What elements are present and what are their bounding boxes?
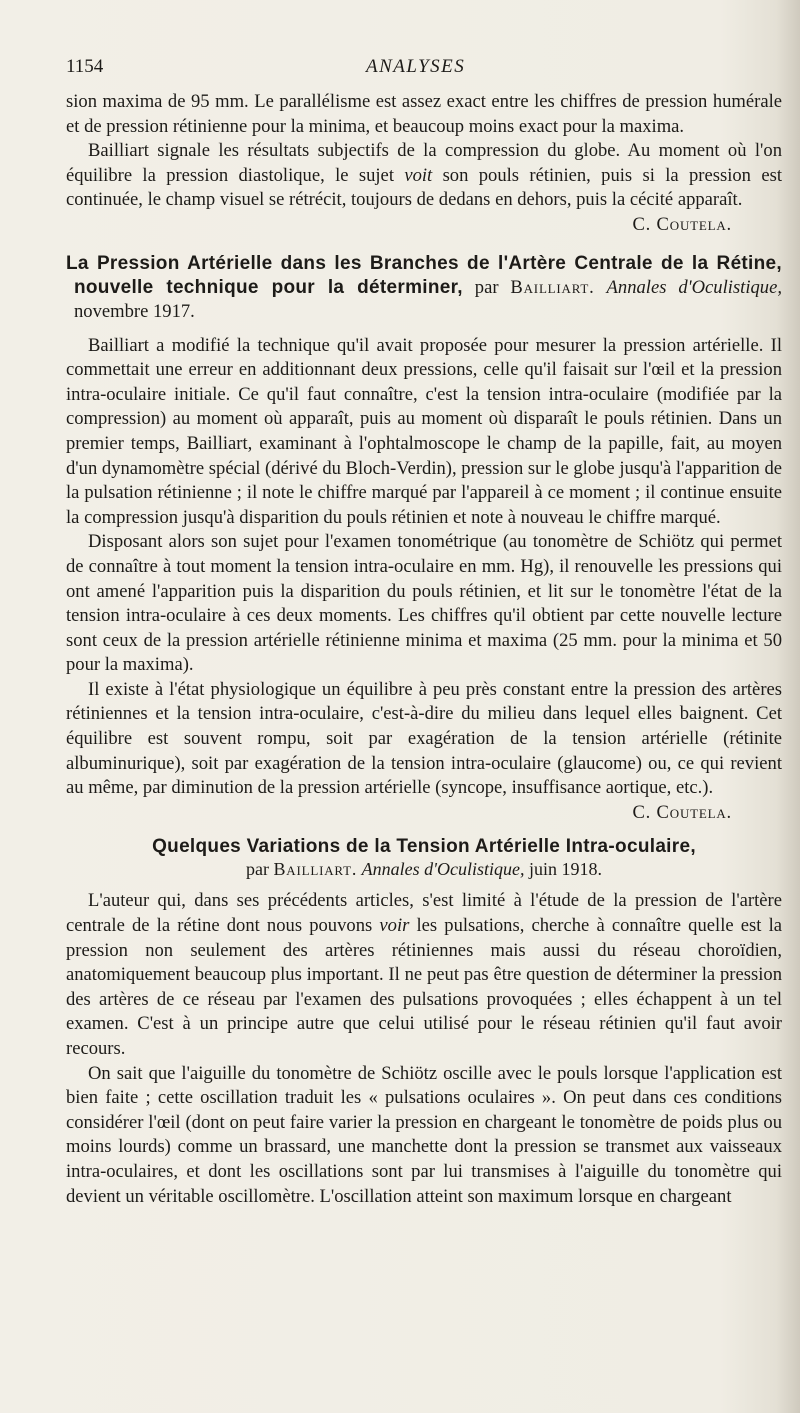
article-1-signature: C. Coutela. — [632, 801, 732, 823]
previous-paragraph-2: Bailliart signale les résultats subjectifs de la compression du globe. Au moment où l'on équilibre la pression diastolique, le sujet voit son pouls rétinien, puis si la pression est continuée, le champ visuel se rétrécit, toujours de dedans en dehors, puis la cécité apparaît. — [66, 140, 782, 211]
article-1-title: La Pression Artérielle dans les Branches de l'Artère Centrale de la Rétine, nouvelle technique pour la déterminer, — [66, 252, 782, 298]
article-2-title: Quelques Variations de la Tension Artérielle Intra-oculaire, — [152, 836, 696, 858]
article-2-heading: Quelques Variations de la Tension Artérielle Intra-oculaire, par Bailliart. Annales d'Oculistique, juin 1918. — [152, 836, 696, 880]
running-title: ANALYSES — [366, 56, 466, 77]
continued-paragraph: sion maxima de 95 mm. Le parallélisme est assez exact entre les chiffres de pression humérale et de pression rétinienne pour la minima, et beaucoup moins exact pour la maxima. — [66, 91, 782, 137]
article-1-author: Bailliart. — [510, 276, 595, 298]
article-2-paragraph-2: On sait que l'aiguille du tonomètre de Schiötz oscille avec le pouls lorsque l'application est bien faite ; cette oscillation traduit les « pulsations oculaires ». On peut dans ces conditions considérer l'œil (dont on peut faire varier la pression en chargeant le tonomètre de poids plus ou moins lourds) comme un brassard, une manchette dont la pression se transmet aux vaisseaux intra-oculaires, et dont les oscillations sont par lui transmises à l'aiguille du tonomètre qui devient un véritable oscillomètre. L'oscillation atteint son maximum lorsque en chargeant — [66, 1062, 782, 1207]
page-number: 1154 — [66, 56, 104, 77]
previous-signature: C. Coutela. — [632, 213, 732, 235]
article-2-paragraph-1: L'auteur qui, dans ses précédents articles, s'est limité à l'étude de la pression de l'artère centrale de la rétine dont nous pouvons voir les pulsations, cherche à connaître quelle est la pression non seulement des artères rétiniennes mais aussi du réseau choroïdien, anatomiquement beaucoup plus important. Il ne peut pas être question de déterminer la pression des artères de ce réseau par l'examen des pulsations provoquées ; elles échappent à un tel examen. C'est à un principe autre que celui utilisé pour le réseau rétinien qu'il faut avoir recours. — [66, 890, 782, 1059]
article-1-heading: La Pression Artérielle dans les Branches de l'Artère Centrale de la Rétine, nouvelle technique pour la déterminer, par Bailliart. Annales d'Oculistique, novembre 1917. — [66, 252, 783, 322]
article-1-journal: Annales d'Oculistique, — [606, 276, 783, 298]
article-2-journal: Annales d'Oculistique, — [361, 859, 525, 880]
article-1-paragraph-3: Il existe à l'état physiologique un équilibre à peu près constant entre la pression des artères rétiniennes et la tension intra-oculaire, c'est-à-dire du milieu dans lequel elles baignent. Cet équilibre est souvent rompu, soit par exagération de la tension artérielle (rétinite albuminurique), soit par exagération de la tension intra-oculaire (glaucome) ou, ce qui revient au même, par diminution de la pression artérielle (syncope, insuffisance aortique, etc.). — [66, 678, 782, 799]
article-1-paragraph-2: Disposant alors son sujet pour l'examen tonométrique (au tonomètre de Schiötz qui permet de connaître à tout moment la tension intra-oculaire en mm. Hg), il renouvelle les pressions qui ont amené l'apparition puis la disparition du pouls rétinien, et lit sur le tonomètre l'état de la tension intra-oculaire à ces deux moments. Les chiffres qu'il obtient par cette nouvelle lecture sont ceux de la pression artérielle rétinienne minima et maxima (25 mm. pour la minima et 50 pour la maxima). — [66, 531, 782, 676]
running-head — [66, 56, 772, 84]
article-2-author: Bailliart. — [273, 859, 358, 880]
page-body — [66, 90, 782, 1209]
article-1-paragraph-1: Bailliart a modifié la technique qu'il avait proposée pour mesurer la pression artérielle. Il commettait une erreur en additionnant deux pressions, celle qu'il faisait sur l'œil et la pression intra-oculaire initiale. Ce qu'il faut connaître, c'est la tension intra-oculaire (modifiée par la compression) au moment où apparaît, puis au moment où disparaît le pouls rétinien. Dans un premier temps, Bailliart, examinant à l'ophtalmoscope le champ de la papille, fait, au moyen d'un dynamomètre spécial (dérivé du Bloch-Verdin), pression sur le globe jusqu'à l'apparition de la pulsation rétinienne ; il note le chiffre marqué par l'appareil à ce moment ; il continue ensuite la compression jusqu'à disparition du pouls rétinien et note à nouveau le chiffre marqué. — [66, 334, 782, 528]
